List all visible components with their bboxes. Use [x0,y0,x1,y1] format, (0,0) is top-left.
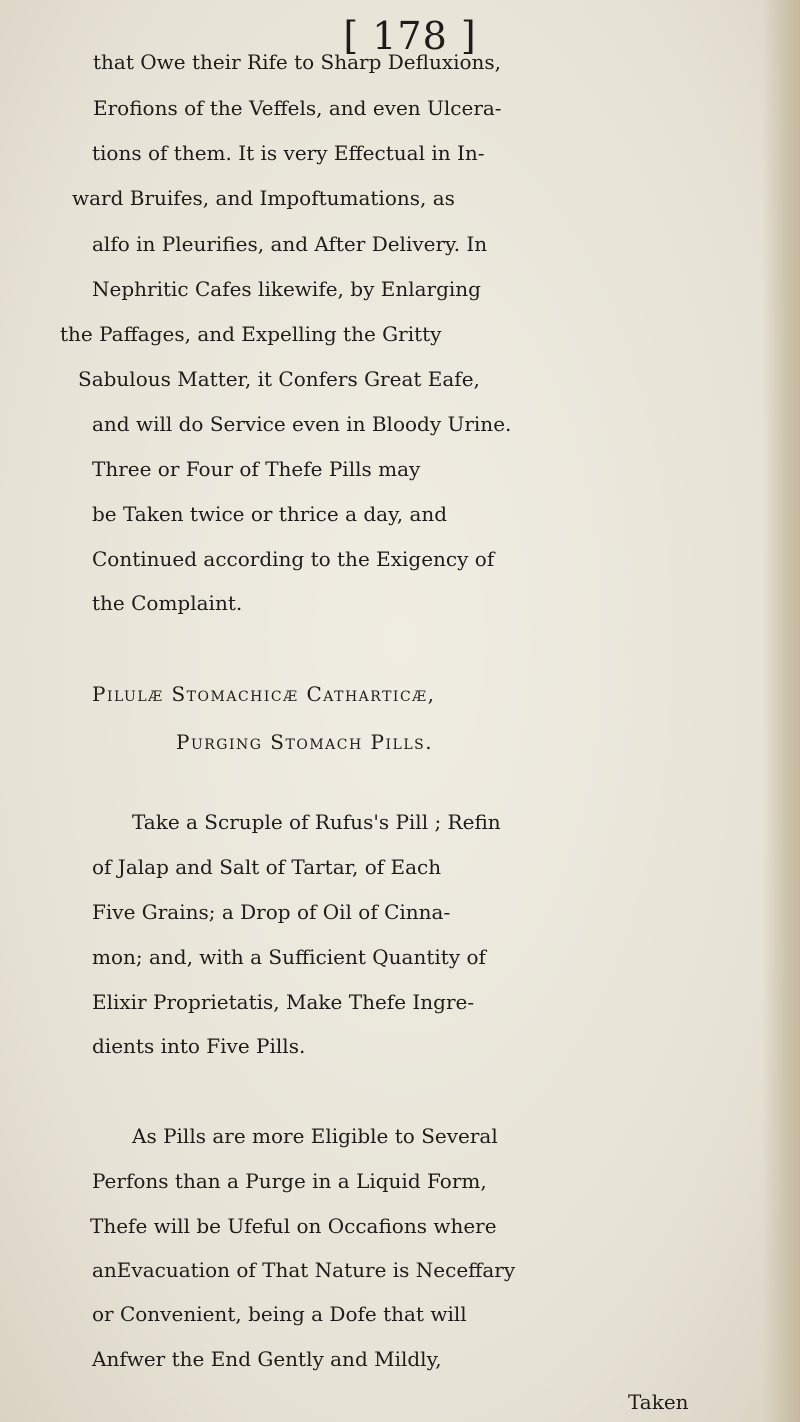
paragraph-2-line: Elixir Proprietatis, Make Thefe Ingre- [92,990,475,1014]
paragraph-1-line: that Owe their Rife to Sharp Defluxions, [93,50,502,74]
section-heading-latin: Pilulæ Stomachicæ Catharticæ, [92,682,436,706]
paragraph-1-line: and will do Service even in Bloody Urine. [92,412,512,436]
section-heading-english: Purging Stomach Pills. [176,730,434,754]
paragraph-1-line: ward Bruifes, and Impoftumations, as [72,186,455,210]
paragraph-1-line: Three or Four of Thefe Pills may [92,457,421,481]
paragraph-1-line: the Paffages, and Expelling the Gritty [60,322,442,346]
paragraph-3-line: Thefe will be Ufeful on Occafions where [90,1214,497,1238]
paragraph-1-line: alfo in Pleurifies, and After Delivery. In [92,232,488,256]
paragraph-3-line: Perfons than a Purge in a Liquid Form, [92,1169,487,1193]
paragraph-1-line: tions of them. It is very Effectual in In- [92,141,485,165]
paragraph-2-line: Take a Scruple of Rufus's Pill ; Refin [132,810,501,834]
page-number: [ 178 ] [343,14,477,58]
paragraph-2-line: mon; and, with a Sufficient Quantity of [92,945,486,969]
paragraph-1-line: be Taken twice or thrice a day, and [92,502,448,526]
paragraph-1-line: Nephritic Cafes likewife, by Enlarging [92,277,481,301]
paragraph-2-line: dients into Five Pills. [92,1034,306,1058]
paragraph-2-line: of Jalap and Salt of Tartar, of Each [92,855,442,879]
paragraph-3-line: Anfwer the End Gently and Mildly, [92,1347,442,1371]
paragraph-2-line: Five Grains; a Drop of Oil of Cinna- [92,900,451,924]
paragraph-1-line: Erofions of the Veffels, and even Ulcera- [93,96,502,120]
paragraph-3-line: or Convenient, being a Dofe that will [92,1302,467,1326]
paragraph-3-line: anEvacuation of That Nature is Neceffary [92,1258,516,1282]
paragraph-1-line: Sabulous Matter, it Confers Great Eafe, [78,367,480,391]
catchword: Taken [628,1390,689,1414]
paragraph-3-line: As Pills are more Eligible to Several [132,1124,498,1148]
paragraph-1-line: the Complaint. [92,591,243,615]
paragraph-1-line: Continued according to the Exigency of [92,547,495,571]
